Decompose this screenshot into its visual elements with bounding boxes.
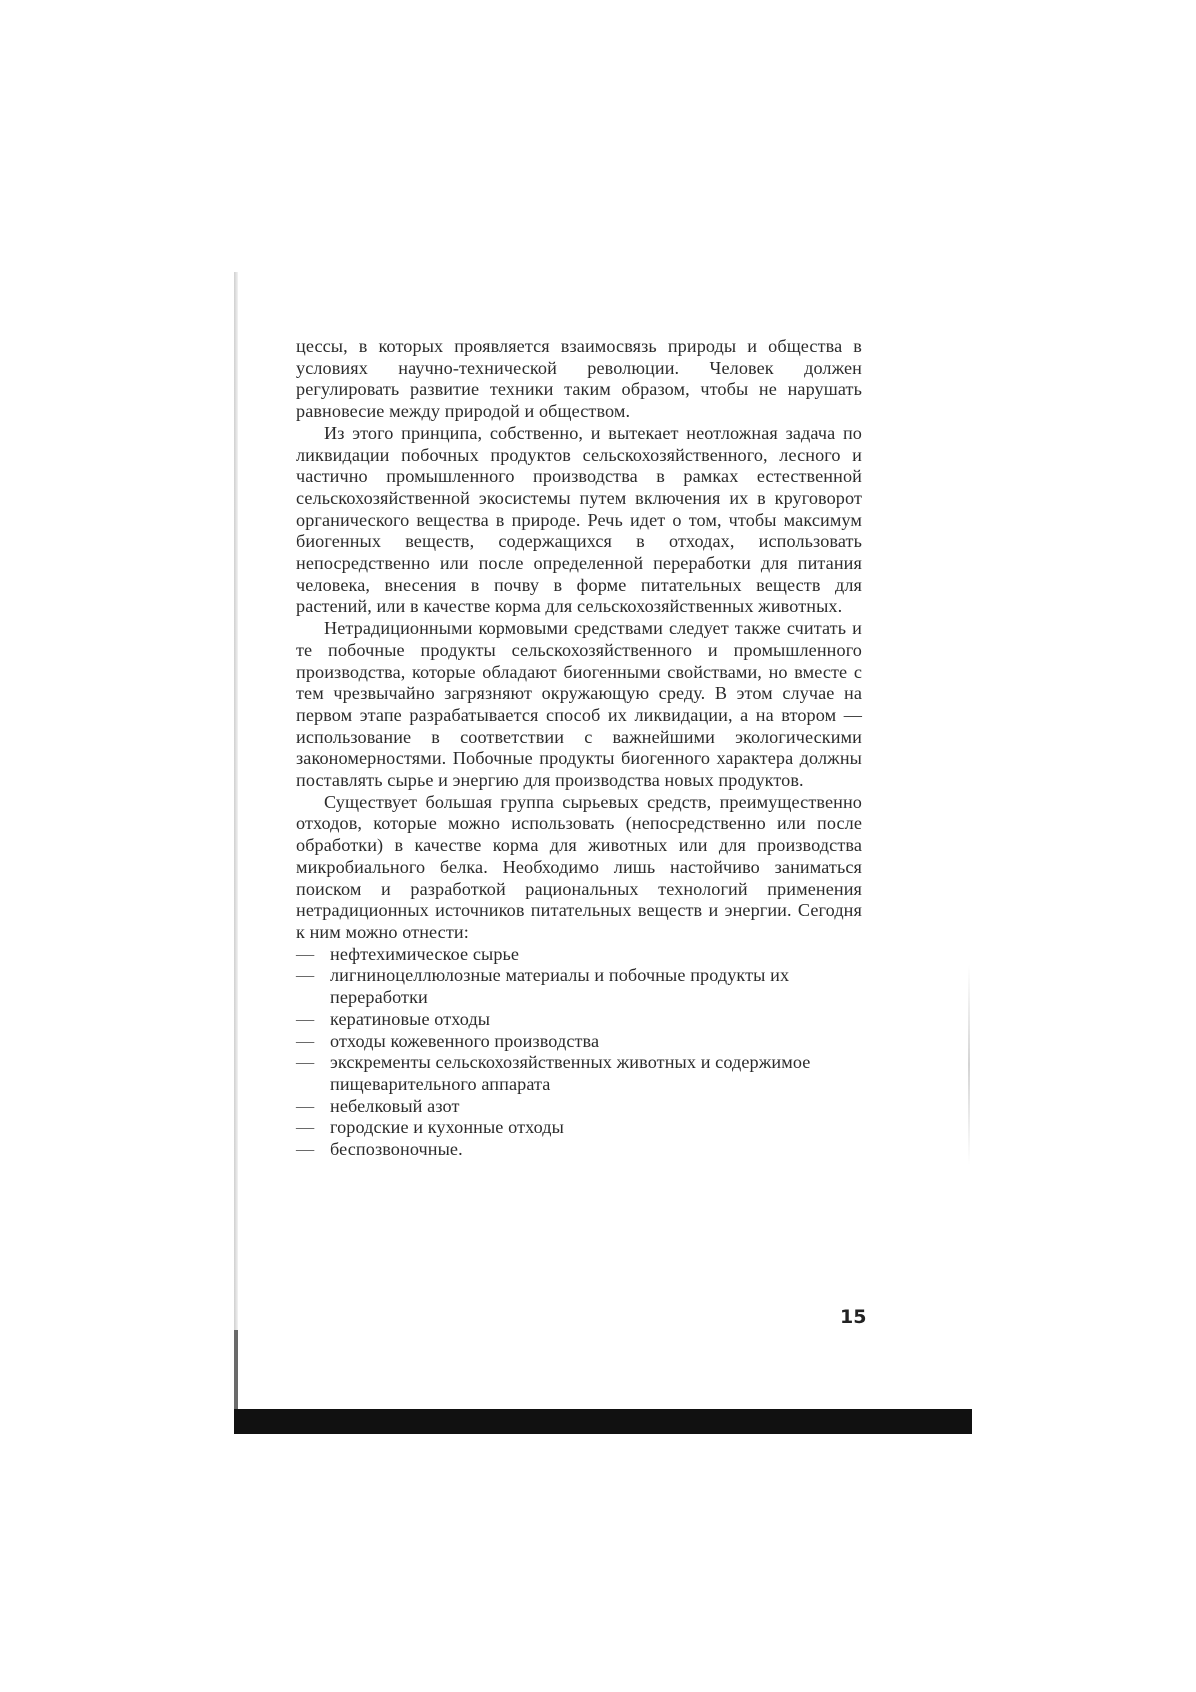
list-item xyxy=(296,944,862,966)
list-item-text: лигниноцеллюлозные материалы и побочные продукты их переработки xyxy=(330,965,790,1008)
dash-marker: — xyxy=(296,1095,315,1116)
list-item xyxy=(296,965,862,1008)
page-text xyxy=(296,336,862,1161)
paragraph: Нетрадиционными кормовыми средствами следует также считать и те побочные продукты сельскохозяйственного и промышленного производства, которые обладают биогенными свойствами, но вместе с тем чрезвычайно загрязняют окружающую среду. В этом случае на первом этапе разрабатывается способ их ликвидации, а на втором — использование в соответствии с важнейшими экологическими закономерностями. Побочные продукты биогенного характера должны поставлять сырье и энергию для производства новых продуктов. xyxy=(296,618,862,791)
list-item xyxy=(296,1139,862,1161)
page-fold-shadow xyxy=(968,965,970,1165)
list-item xyxy=(296,1096,862,1118)
dash-marker: — xyxy=(296,1052,315,1073)
raw-materials-list xyxy=(296,944,862,1161)
dash-marker: — xyxy=(296,1117,315,1138)
dash-marker: — xyxy=(296,943,315,964)
paragraph: цессы, в которых проявляется взаимосвязь природы и общества в условиях научно-технической революции. Человек должен регулировать развитие техники таким образом, чтобы не нарушать равновесие между природой и обществом. xyxy=(296,336,862,422)
list-item-text: кератиновые отходы xyxy=(330,1008,491,1029)
paragraph: Из этого принципа, собственно, и вытекает неотложная задача по ликвидации побочных продуктов сельскохозяйственного, лесного и частично промышленного производства в рамках естественной сельскохозяйственной экосистемы путем включения их в круговорот органического вещества в природе. Речь идет о том, чтобы максимум биогенных веществ, содержащихся в отходах, использовать непосредственно или после определенной переработки для питания человека, внесения в почву в форме питательных веществ для растений, или в качестве корма для сельскохозяйственных животных. xyxy=(296,422,862,617)
list-item-text: экскременты сельскохозяйственных животных и содержимое пищеварительного аппарата xyxy=(330,1052,811,1094)
list-item-text: городские и кухонные отходы xyxy=(330,1117,564,1138)
list-item-text: нефтехимическое сырье xyxy=(330,943,520,964)
list-item xyxy=(296,1052,862,1095)
list-item xyxy=(296,1031,862,1053)
dash-marker: — xyxy=(296,1030,315,1051)
list-item-text: отходы кожевенного производства xyxy=(330,1030,600,1051)
paragraph: Существует большая группа сырьевых средств, преимущественно отходов, которые можно использовать (непосредственно или после обработки) в качестве корма для животных или для производства микробиального белка. Необходимо лишь настойчиво заниматься поиском и разработкой рациональных технологий применения нетрадиционных источников питательных веществ и энергии. Сегодня к ним можно отнести: xyxy=(296,791,862,942)
list-item xyxy=(296,1117,862,1139)
dash-marker: — xyxy=(296,965,315,986)
scan-edge-bar xyxy=(234,1409,972,1434)
page-number: 15 xyxy=(840,1306,867,1328)
list-item-text: беспозвоночные. xyxy=(330,1139,463,1160)
list-item-text: небелковый азот xyxy=(330,1095,460,1116)
page-edge-shadow xyxy=(234,272,238,1424)
dash-marker: — xyxy=(296,1008,315,1029)
dash-marker: — xyxy=(296,1139,315,1160)
list-item xyxy=(296,1009,862,1031)
